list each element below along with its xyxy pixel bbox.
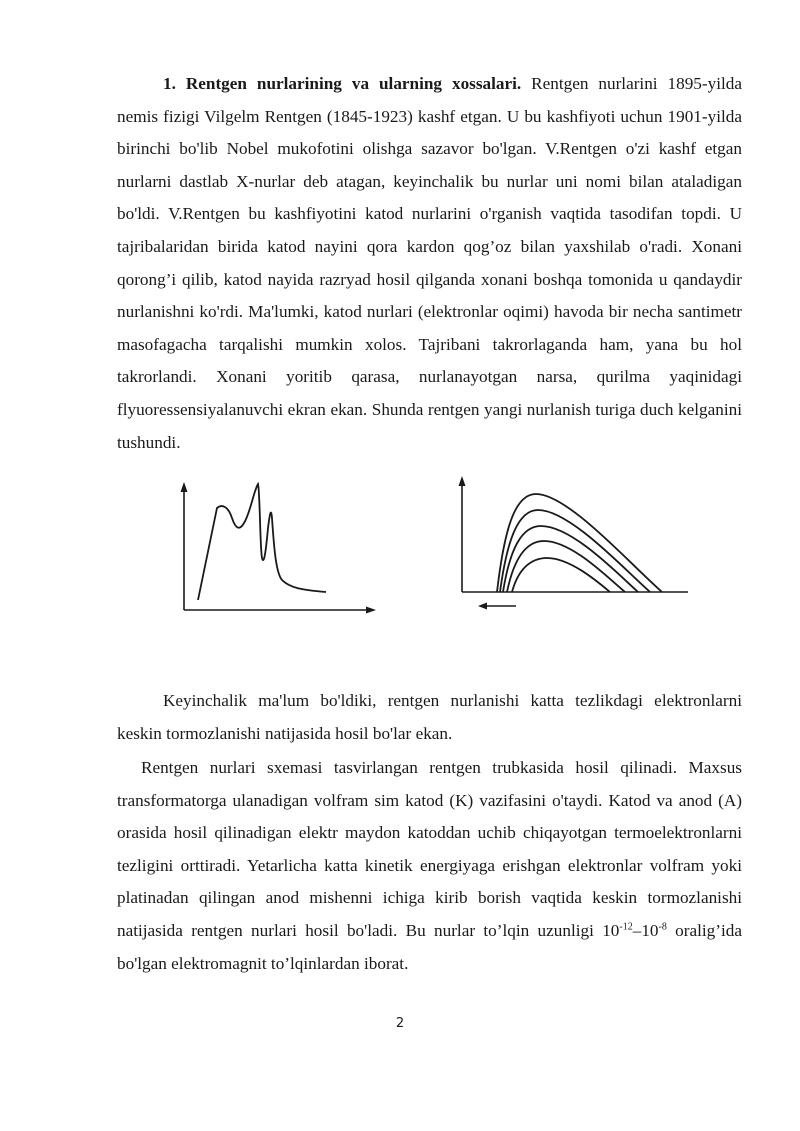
paragraph-intro xyxy=(117,68,742,459)
characteristic-spectrum-figure xyxy=(170,478,380,618)
paragraph-tube-text: Rentgen nurlari sxemasi tasvirlangan rentgen trubkasida hosil qilinadi. Maxsus transformatorga ulanadigan volfram sim katod (K) vazifasini o'taydi. Katod va anod (A) orasida hosil qilinadigan elektr maydon katoddan uchib chiqayotgan termoelektronlarni tezligini orttiradi. Yetarlicha katta kinetik energiyaga erishgan elektronlar volfram yoki platinadan qilingan anod mishenni ichiga kirib borish vaqtida keskin tormozlanishi natijasida rentgen nurlari hosil bo'ladi. Bu nurlar to’lqin uzunligi 10 xyxy=(117,758,742,940)
spectrum-curve-1 xyxy=(497,494,662,592)
paragraph-tube-tail: oralig’ida bo'lgan elektromagnit to’lqinlardan iborat. xyxy=(117,920,742,973)
page-number: 2 xyxy=(395,1016,405,1031)
range-dash: –10 xyxy=(632,920,659,940)
paragraph-tube xyxy=(117,752,742,980)
spectrum-curve-3 xyxy=(503,526,638,592)
paragraph-intro-text: Rentgen nurlarini 1895-yilda nemis fizigi Vilgelm Rentgen (1845-1923) kashf etgan. U bu kashfiyoti uchun 1901-yilda birinchi bo'lib Nobel mukofotini olishga sazavor bo'lgan. V.Rentgen o'zi kashf etgan nurlarni dastlab X-nurlar deb atagan, keyinchalik bu nurlar uni nomi bilan ataladigan bo'ldi. V.Rentgen bu kashfiyotini katod nurlarini o'rganish vaqtida tasodifan topdi. U tajribalaridan birida katod nayini qora kardon qog’oz bilan yaxshilab o'radi. Xonani qorong’i qilib, katod nayida razryad hosil qilganda xonani boshqa tomonida u qandaydir nurlanishni ko'rdi. Ma'lumki, katod nurlari (elektronlar oqimi) havoda bir necha santimetr masofagacha tarqalishi mumkin xolos. Tajribani takrorlaganda ham, yana bu hol takrorlandi. Xonani yoritib qarasa, nurlanayotgan narsa, qurilma yaqinidagi flyuoressensiyalanuvchi ekran ekan. Shunda rentgen yangi nurlanish turiga duch kelganini tushundi. xyxy=(117,74,742,452)
spectrum-curve-5 xyxy=(512,558,610,592)
section-heading: 1. Rentgen nurlarining va ularning xossalari. xyxy=(163,74,522,93)
x-axis-arrow xyxy=(366,607,376,614)
spectrum-curve xyxy=(198,484,326,600)
paragraph-discovery: Keyinchalik ma'lum bo'ldiki, rentgen nurlanishi katta tezlikdagi elektronlarni keskin tormozlanishi natijasida hosil bo'lar ekan. xyxy=(117,691,742,743)
continuous-spectrum-figure xyxy=(450,472,695,620)
exponent-2: -8 xyxy=(658,921,667,933)
y-axis-arrow xyxy=(181,482,188,492)
exponent-1: -12 xyxy=(619,921,633,933)
y-axis-arrow xyxy=(459,476,466,486)
shift-arrow-head xyxy=(478,603,487,610)
